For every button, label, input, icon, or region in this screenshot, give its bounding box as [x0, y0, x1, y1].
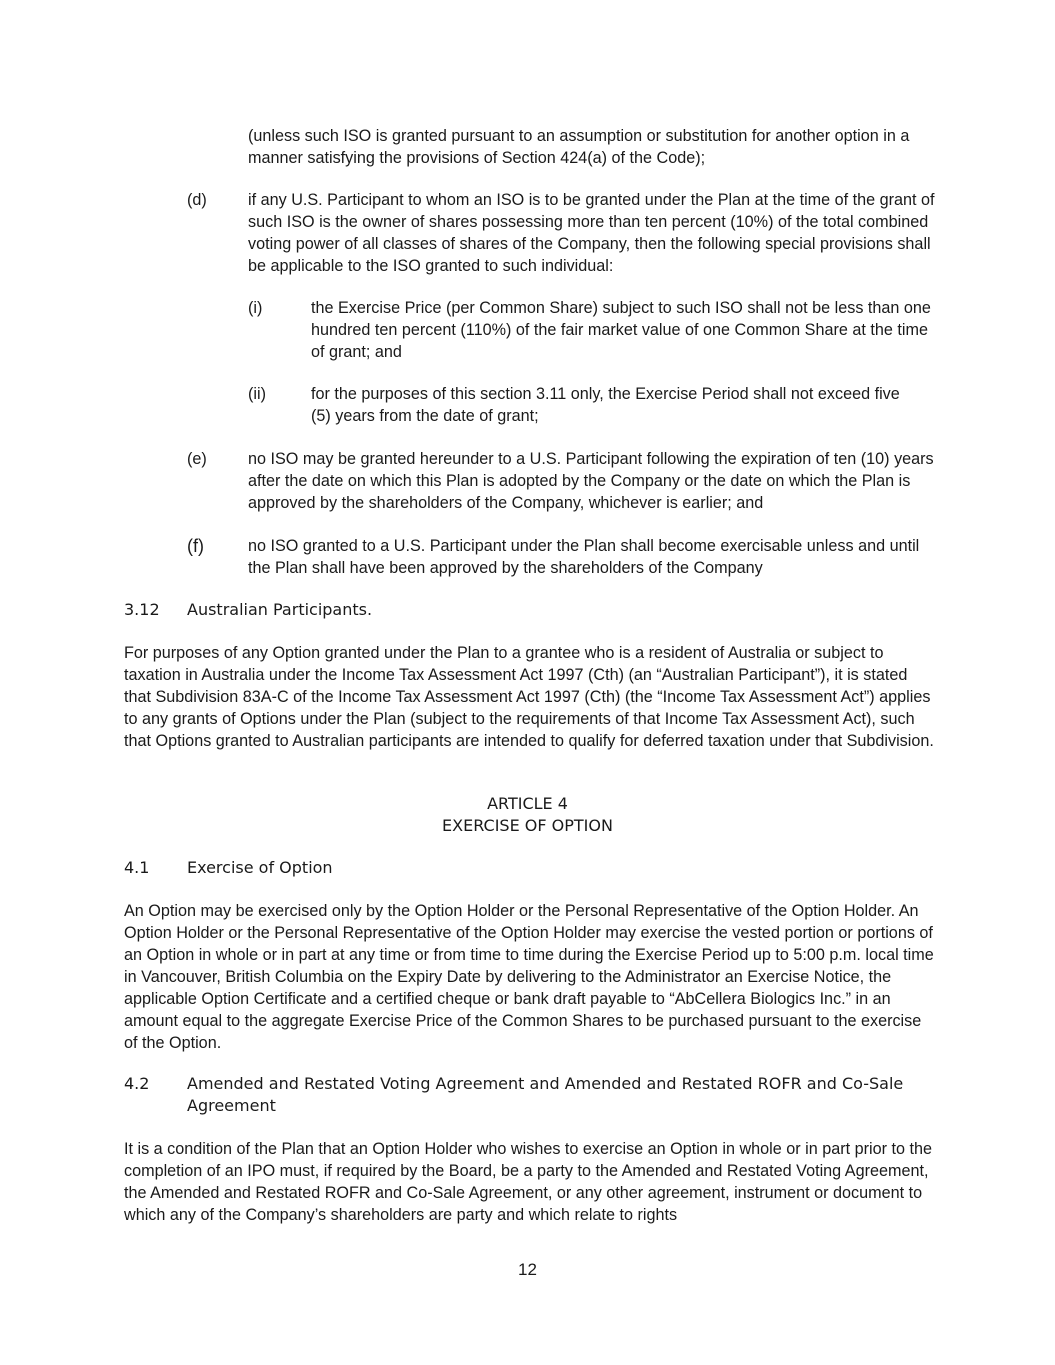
section-4-1-title: Exercise of Option [187, 858, 333, 877]
article-title: EXERCISE OF OPTION [442, 816, 613, 835]
section-4-1-body: An Option may be exercised only by the Option Holder or the Personal Representative of the Option Holder. An Option Holder or the Personal Representative of the Option Holder may exercise the vested portion or portions of an Option in whole or in part at any time or from time to time during the Exercise Period up to 5:00 p.m. local time in Vancouver, British Columbia on the Expiry Date by delivering to the Administrator an Exercise Notice, the applicable Option Certificate and a certified cheque or bank draft payable to “AbCellera Biologics Inc.” in an amount equal to the aggregate Exercise Price of the Common Shares to be purchased pursuant to the exercise of the Option. [124, 902, 934, 1052]
item-e-label: (e) [187, 450, 207, 468]
section-3-12-title: Australian Participants. [187, 600, 373, 619]
item-e-text: no ISO may be granted hereunder to a U.S. Participant following the expiration of ten (10) years after the date on which this Plan is adopted by the Company or the date on which the Plan is approved by the shareholders of the Company, whichever is earlier; and [248, 450, 934, 512]
section-4-2-body: It is a condition of the Plan that an Option Holder who wishes to exercise an Option in whole or in part prior to the completion of an IPO must, if required by the Board, be a party to the Amended and Restated Voting Agreement, the Amended and Restated ROFR and Co-Sale Agreement, or any other agreement, instrument or document to which any of the Company’s shareholders are party and which relate to rights [124, 1140, 933, 1224]
section-3-12-body: For purposes of any Option granted under the Plan to a grantee who is a resident of Australia or subject to taxation in Australia under the Income Tax Assessment Act 1997 (Cth) (an “Australian Participant”), it is stated that Subdivision 83A-C of the Income Tax Assessment Act 1997 (Cth) (the “Income Tax Assessment Act”) applies to any grants of Options under the Plan (subject to the requirements of that Income Tax Assessment Act), such that Options granted to Australian participants are intended to qualify for deferred taxation under that Subdivision. [124, 644, 934, 750]
article-number: ARTICLE 4 [487, 794, 568, 813]
item-d-ii-text: for the purposes of this section 3.11 only, the Exercise Period shall not exceed five (5) years from the date of grant; [311, 385, 900, 425]
item-f-label: (f) [187, 536, 204, 556]
item-d-i-text: the Exercise Price (per Common Share) subject to such ISO shall not be less than one hundred ten percent (110%) of the fair market value of one Common Share at the time of grant; and [311, 299, 931, 361]
item-f-text: no ISO granted to a U.S. Participant under the Plan shall become exercisable unless and until the Plan shall have been approved by the shareholders of the Company [248, 537, 920, 577]
item-d-text: if any U.S. Participant to whom an ISO is to be granted under the Plan at the time of the grant of such ISO is the owner of shares possessing more than ten percent (10%) of the total combined voting power of all classes of shares of the Company, then the following special provisions shall be applicable to the ISO granted to such individual: [248, 191, 935, 275]
item-d-ii-label: (ii) [248, 385, 266, 403]
section-4-2-number: 4.2 [124, 1074, 150, 1093]
page-number: 12 [518, 1260, 537, 1279]
section-4-2-title: Amended and Restated Voting Agreement and Amended and Restated ROFR and Co-Sale Agreement [187, 1074, 904, 1115]
continuation-paragraph: (unless such ISO is granted pursuant to an assumption or substitution for another option in a manner satisfying the provisions of Section 424(a) of the Code); [248, 127, 910, 167]
item-d-i-label: (i) [248, 299, 263, 317]
item-d-label: (d) [187, 191, 207, 209]
section-3-12-number: 3.12 [124, 600, 160, 619]
section-4-1-number: 4.1 [124, 858, 150, 877]
